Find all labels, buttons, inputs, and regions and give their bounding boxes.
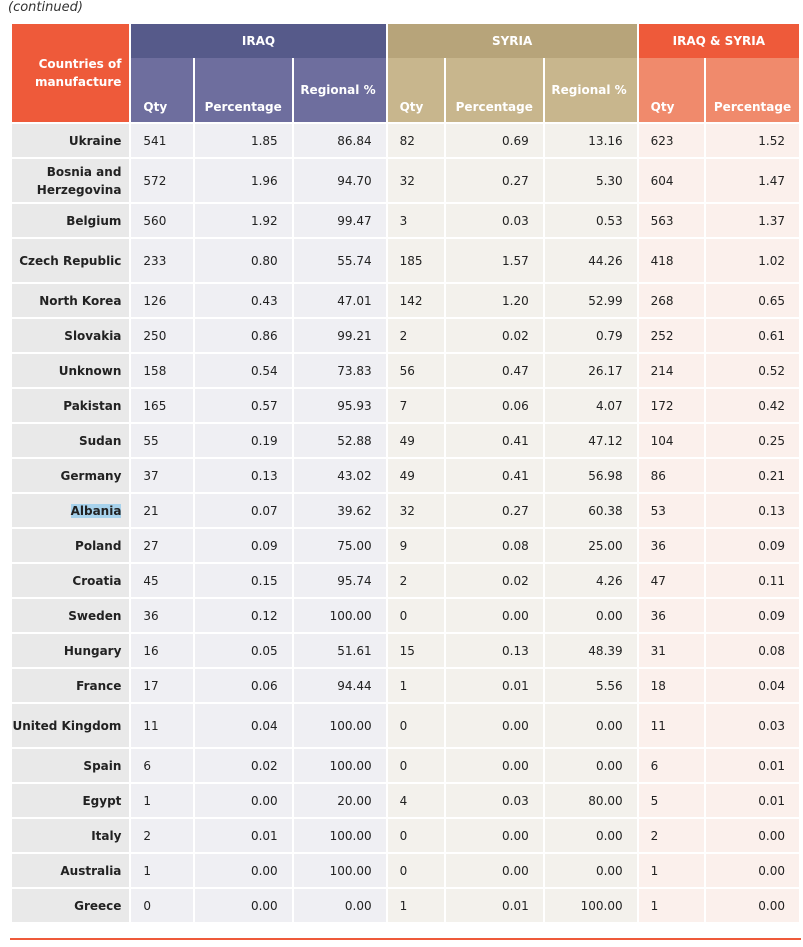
combined-qty-cell: 36 bbox=[639, 527, 704, 562]
syria-percentage-cell: 0.01 bbox=[446, 887, 543, 922]
combined-qty-cell: 214 bbox=[639, 352, 704, 387]
country-cell bbox=[12, 237, 129, 282]
iraq-qty-cell: 1 bbox=[131, 782, 192, 817]
country-name[interactable]: Egypt bbox=[82, 793, 122, 808]
combined-percentage-cell: 1.47 bbox=[706, 157, 799, 202]
syria-regional-cell: 25.00 bbox=[545, 527, 637, 562]
combined-qty-header: Qty bbox=[639, 58, 704, 122]
iraq-regional-cell: 94.70 bbox=[294, 157, 386, 202]
combined-qty-cell: 5 bbox=[639, 782, 704, 817]
syria-percentage-cell: 0.47 bbox=[446, 352, 543, 387]
iraq-percentage-cell: 0.12 bbox=[195, 597, 292, 632]
country-cell bbox=[12, 282, 129, 317]
country-cell bbox=[12, 457, 129, 492]
syria-percentage-cell: 0.41 bbox=[446, 457, 543, 492]
syria-qty-cell: 2 bbox=[388, 562, 444, 597]
combined-percentage-cell: 0.52 bbox=[706, 352, 799, 387]
table-row bbox=[12, 747, 799, 782]
iraq-qty-cell: 126 bbox=[131, 282, 192, 317]
iraq-qty-cell: 36 bbox=[131, 597, 192, 632]
iraq-percentage-cell: 0.06 bbox=[195, 667, 292, 702]
combined-percentage-cell: 0.09 bbox=[706, 527, 799, 562]
country-cell bbox=[12, 632, 129, 667]
syria-qty-cell: 1 bbox=[388, 667, 444, 702]
iraq-qty-cell: 2 bbox=[131, 817, 192, 852]
country-cell bbox=[12, 157, 129, 202]
country-name[interactable]: Bosnia and Herzegovina bbox=[36, 164, 122, 197]
table-row bbox=[12, 597, 799, 632]
country-cell bbox=[12, 387, 129, 422]
syria-qty-header: Qty bbox=[388, 58, 444, 122]
country-cell bbox=[12, 702, 129, 747]
combined-qty-cell: 172 bbox=[639, 387, 704, 422]
table-row bbox=[12, 422, 799, 457]
iraq-regional-cell: 39.62 bbox=[294, 492, 386, 527]
iraq-percentage-header: Percentage bbox=[195, 58, 292, 122]
table-row bbox=[12, 202, 799, 237]
iraq-regional-cell: 100.00 bbox=[294, 852, 386, 887]
country-name[interactable]: Ukraine bbox=[68, 133, 122, 148]
syria-qty-cell: 0 bbox=[388, 747, 444, 782]
table-row bbox=[12, 122, 799, 157]
iraq-qty-cell: 55 bbox=[131, 422, 192, 457]
iraq-regional-cell: 95.74 bbox=[294, 562, 386, 597]
iraq-regional-cell: 94.44 bbox=[294, 667, 386, 702]
syria-qty-cell: 32 bbox=[388, 492, 444, 527]
combined-percentage-cell: 0.11 bbox=[706, 562, 799, 597]
country-name[interactable]: Sweden bbox=[68, 608, 122, 623]
iraq-qty-cell: 165 bbox=[131, 387, 192, 422]
iraq-percentage-cell: 0.00 bbox=[195, 852, 292, 887]
combined-percentage-cell: 0.13 bbox=[706, 492, 799, 527]
country-name[interactable]: Sudan bbox=[79, 433, 122, 448]
combined-qty-cell: 252 bbox=[639, 317, 704, 352]
combined-percentage-cell: 0.21 bbox=[706, 457, 799, 492]
table-bottom-rule bbox=[10, 938, 801, 940]
iraq-qty-cell: 0 bbox=[131, 887, 192, 922]
country-name[interactable]: North Korea bbox=[39, 293, 122, 308]
iraq-qty-cell: 11 bbox=[131, 702, 192, 747]
combined-percentage-cell: 1.52 bbox=[706, 122, 799, 157]
combined-percentage-cell: 1.02 bbox=[706, 237, 799, 282]
syria-regional-cell: 0.00 bbox=[545, 597, 637, 632]
syria-percentage-cell: 0.00 bbox=[446, 702, 543, 747]
combined-percentage-cell: 0.61 bbox=[706, 317, 799, 352]
syria-qty-cell: 4 bbox=[388, 782, 444, 817]
syria-percentage-cell: 1.57 bbox=[446, 237, 543, 282]
table-row bbox=[12, 492, 799, 527]
syria-qty-cell: 49 bbox=[388, 457, 444, 492]
syria-qty-cell: 7 bbox=[388, 387, 444, 422]
country-name[interactable]: Spain bbox=[83, 758, 122, 773]
iraq-percentage-cell: 1.85 bbox=[195, 122, 292, 157]
iraq-regional-cell: 52.88 bbox=[294, 422, 386, 457]
combined-percentage-cell: 0.42 bbox=[706, 387, 799, 422]
syria-regional-cell: 44.26 bbox=[545, 237, 637, 282]
country-name[interactable]: Czech Republic bbox=[19, 253, 122, 268]
syria-regional-cell: 52.99 bbox=[545, 282, 637, 317]
table-row bbox=[12, 457, 799, 492]
iraq-qty-cell: 560 bbox=[131, 202, 192, 237]
iraq-percentage-cell: 0.19 bbox=[195, 422, 292, 457]
table-row bbox=[12, 282, 799, 317]
country-name[interactable]: Belgium bbox=[66, 213, 122, 228]
combined-qty-cell: 47 bbox=[639, 562, 704, 597]
syria-percentage-cell: 0.69 bbox=[446, 122, 543, 157]
table-row bbox=[12, 667, 799, 702]
table-row bbox=[12, 702, 799, 747]
iraq-qty-cell: 250 bbox=[131, 317, 192, 352]
combined-qty-cell: 11 bbox=[639, 702, 704, 747]
syria-percentage-cell: 0.00 bbox=[446, 852, 543, 887]
syria-regional-header: Regional % bbox=[545, 58, 637, 122]
combined-percentage-cell: 0.09 bbox=[706, 597, 799, 632]
iraq-qty-cell: 17 bbox=[131, 667, 192, 702]
combined-percentage-cell: 0.01 bbox=[706, 782, 799, 817]
iraq-percentage-cell: 0.07 bbox=[195, 492, 292, 527]
syria-regional-cell: 100.00 bbox=[545, 887, 637, 922]
syria-percentage-cell: 0.13 bbox=[446, 632, 543, 667]
combined-qty-cell: 2 bbox=[639, 817, 704, 852]
combined-qty-cell: 86 bbox=[639, 457, 704, 492]
country-cell bbox=[12, 782, 129, 817]
syria-percentage-cell: 0.27 bbox=[446, 157, 543, 202]
iraq-regional-cell: 100.00 bbox=[294, 702, 386, 747]
iraq-percentage-cell: 0.01 bbox=[195, 817, 292, 852]
table-row bbox=[12, 632, 799, 667]
syria-percentage-cell: 0.01 bbox=[446, 667, 543, 702]
country-cell bbox=[12, 492, 129, 527]
country-cell bbox=[12, 352, 129, 387]
iraq-percentage-cell: 0.04 bbox=[195, 702, 292, 747]
combined-percentage-cell: 0.04 bbox=[706, 667, 799, 702]
country-cell bbox=[12, 422, 129, 457]
combined-qty-cell: 1 bbox=[639, 887, 704, 922]
iraq-percentage-cell: 0.05 bbox=[195, 632, 292, 667]
syria-regional-cell: 60.38 bbox=[545, 492, 637, 527]
syria-qty-cell: 82 bbox=[388, 122, 444, 157]
syria-percentage-cell: 0.00 bbox=[446, 747, 543, 782]
syria-regional-cell: 80.00 bbox=[545, 782, 637, 817]
combined-qty-cell: 31 bbox=[639, 632, 704, 667]
iraq-percentage-cell: 0.13 bbox=[195, 457, 292, 492]
combined-percentage-cell: 0.00 bbox=[706, 852, 799, 887]
country-name[interactable]: Hungary bbox=[63, 643, 122, 658]
combined-percentage-cell: 1.37 bbox=[706, 202, 799, 237]
country-cell bbox=[12, 852, 129, 887]
syria-qty-cell: 9 bbox=[388, 527, 444, 562]
iraq-qty-cell: 21 bbox=[131, 492, 192, 527]
combined-percentage-cell: 0.08 bbox=[706, 632, 799, 667]
country-name[interactable]: United Kingdom bbox=[12, 718, 122, 733]
syria-qty-cell: 1 bbox=[388, 887, 444, 922]
syria-regional-cell: 13.16 bbox=[545, 122, 637, 157]
syria-qty-cell: 0 bbox=[388, 702, 444, 747]
syria-qty-cell: 15 bbox=[388, 632, 444, 667]
syria-regional-cell: 4.26 bbox=[545, 562, 637, 597]
syria-regional-cell: 56.98 bbox=[545, 457, 637, 492]
syria-percentage-cell: 0.27 bbox=[446, 492, 543, 527]
iraq-percentage-cell: 0.80 bbox=[195, 237, 292, 282]
iraq-group-header: IRAQ bbox=[131, 24, 385, 58]
syria-regional-cell: 47.12 bbox=[545, 422, 637, 457]
table-row bbox=[12, 157, 799, 202]
iraq-percentage-cell: 0.09 bbox=[195, 527, 292, 562]
syria-regional-cell: 0.00 bbox=[545, 817, 637, 852]
iraq-qty-cell: 6 bbox=[131, 747, 192, 782]
iraq-regional-cell: 55.74 bbox=[294, 237, 386, 282]
iraq-qty-cell: 27 bbox=[131, 527, 192, 562]
iraq-percentage-cell: 0.15 bbox=[195, 562, 292, 597]
country-name[interactable]: Italy bbox=[91, 828, 122, 843]
table-row bbox=[12, 352, 799, 387]
syria-regional-cell: 0.00 bbox=[545, 702, 637, 747]
country-name[interactable]: Pakistan bbox=[63, 398, 122, 413]
syria-regional-cell: 5.56 bbox=[545, 667, 637, 702]
syria-percentage-cell: 1.20 bbox=[446, 282, 543, 317]
iraq-qty-cell: 572 bbox=[131, 157, 192, 202]
table-row bbox=[12, 387, 799, 422]
iraq-regional-cell: 20.00 bbox=[294, 782, 386, 817]
combined-qty-cell: 623 bbox=[639, 122, 704, 157]
table-row bbox=[12, 852, 799, 887]
continued-note: (continued) bbox=[8, 0, 83, 15]
iraq-percentage-cell: 0.43 bbox=[195, 282, 292, 317]
combined-qty-cell: 6 bbox=[639, 747, 704, 782]
iraq-qty-cell: 158 bbox=[131, 352, 192, 387]
syria-regional-cell: 0.79 bbox=[545, 317, 637, 352]
country-name[interactable]: France bbox=[76, 678, 122, 693]
syria-qty-cell: 142 bbox=[388, 282, 444, 317]
combined-qty-cell: 563 bbox=[639, 202, 704, 237]
iraq-qty-cell: 37 bbox=[131, 457, 192, 492]
country-cell bbox=[12, 597, 129, 632]
syria-qty-cell: 185 bbox=[388, 237, 444, 282]
country-name[interactable]: Germany bbox=[60, 468, 122, 483]
syria-percentage-cell: 0.00 bbox=[446, 597, 543, 632]
table-row bbox=[12, 527, 799, 562]
syria-percentage-cell: 0.06 bbox=[446, 387, 543, 422]
iraq-qty-cell: 541 bbox=[131, 122, 192, 157]
syria-regional-cell: 26.17 bbox=[545, 352, 637, 387]
country-name[interactable]: Australia bbox=[60, 863, 122, 878]
combined-percentage-cell: 0.25 bbox=[706, 422, 799, 457]
table-row bbox=[12, 817, 799, 852]
syria-qty-cell: 32 bbox=[388, 157, 444, 202]
table-row bbox=[12, 237, 799, 282]
country-cell bbox=[12, 667, 129, 702]
combined-qty-cell: 104 bbox=[639, 422, 704, 457]
syria-percentage-cell: 0.00 bbox=[446, 817, 543, 852]
country-cell bbox=[12, 747, 129, 782]
iraq-qty-cell: 16 bbox=[131, 632, 192, 667]
country-name[interactable]: Albania bbox=[70, 503, 122, 518]
iraq-percentage-cell: 0.02 bbox=[195, 747, 292, 782]
iraq-percentage-cell: 0.57 bbox=[195, 387, 292, 422]
iraq-qty-cell: 1 bbox=[131, 852, 192, 887]
table-row bbox=[12, 782, 799, 817]
syria-qty-cell: 56 bbox=[388, 352, 444, 387]
country-cell bbox=[12, 317, 129, 352]
syria-regional-cell: 0.53 bbox=[545, 202, 637, 237]
syria-qty-cell: 0 bbox=[388, 852, 444, 887]
syria-percentage-cell: 0.03 bbox=[446, 782, 543, 817]
syria-percentage-header: Percentage bbox=[446, 58, 543, 122]
syria-qty-cell: 49 bbox=[388, 422, 444, 457]
table-row bbox=[12, 317, 799, 352]
country-name[interactable]: Greece bbox=[74, 898, 122, 913]
syria-percentage-cell: 0.03 bbox=[446, 202, 543, 237]
iraq-regional-header: Regional % bbox=[294, 58, 386, 122]
syria-qty-cell: 3 bbox=[388, 202, 444, 237]
syria-group-header: SYRIA bbox=[388, 24, 637, 58]
iraq-regional-cell: 100.00 bbox=[294, 817, 386, 852]
syria-percentage-cell: 0.02 bbox=[446, 317, 543, 352]
syria-regional-cell: 48.39 bbox=[545, 632, 637, 667]
iraq-regional-cell: 75.00 bbox=[294, 527, 386, 562]
country-cell bbox=[12, 562, 129, 597]
iraq-regional-cell: 0.00 bbox=[294, 887, 386, 922]
combined-qty-cell: 18 bbox=[639, 667, 704, 702]
iraq-regional-cell: 86.84 bbox=[294, 122, 386, 157]
iraq-percentage-cell: 0.86 bbox=[195, 317, 292, 352]
iraq-regional-cell: 100.00 bbox=[294, 747, 386, 782]
syria-percentage-cell: 0.02 bbox=[446, 562, 543, 597]
iraq-regional-cell: 95.93 bbox=[294, 387, 386, 422]
syria-qty-cell: 0 bbox=[388, 597, 444, 632]
syria-qty-cell: 2 bbox=[388, 317, 444, 352]
iraq-regional-cell: 99.21 bbox=[294, 317, 386, 352]
iraq-syria-group-header: IRAQ & SYRIA bbox=[639, 24, 799, 58]
iraq-regional-cell: 43.02 bbox=[294, 457, 386, 492]
country-cell bbox=[12, 202, 129, 237]
iraq-percentage-cell: 1.96 bbox=[195, 157, 292, 202]
country-cell bbox=[12, 122, 129, 157]
combined-percentage-cell: 0.65 bbox=[706, 282, 799, 317]
combined-qty-cell: 268 bbox=[639, 282, 704, 317]
combined-qty-cell: 53 bbox=[639, 492, 704, 527]
iraq-qty-header: Qty bbox=[131, 58, 192, 122]
combined-qty-cell: 418 bbox=[639, 237, 704, 282]
iraq-regional-cell: 100.00 bbox=[294, 597, 386, 632]
table-row bbox=[12, 887, 799, 922]
combined-qty-cell: 1 bbox=[639, 852, 704, 887]
country-cell bbox=[12, 887, 129, 922]
country-name[interactable]: Slovakia bbox=[64, 328, 122, 343]
combined-qty-cell: 604 bbox=[639, 157, 704, 202]
iraq-qty-cell: 233 bbox=[131, 237, 192, 282]
combined-percentage-header: Percentage bbox=[706, 58, 799, 122]
country-cell bbox=[12, 817, 129, 852]
iraq-percentage-cell: 0.54 bbox=[195, 352, 292, 387]
iraq-qty-cell: 45 bbox=[131, 562, 192, 597]
syria-regional-cell: 5.30 bbox=[545, 157, 637, 202]
syria-regional-cell: 0.00 bbox=[545, 852, 637, 887]
country-column-header: Countries of manufacture bbox=[12, 24, 129, 122]
combined-percentage-cell: 0.01 bbox=[706, 747, 799, 782]
syria-qty-cell: 0 bbox=[388, 817, 444, 852]
table-row bbox=[12, 562, 799, 597]
iraq-regional-cell: 51.61 bbox=[294, 632, 386, 667]
syria-regional-cell: 0.00 bbox=[545, 747, 637, 782]
iraq-percentage-cell: 1.92 bbox=[195, 202, 292, 237]
combined-percentage-cell: 0.00 bbox=[706, 817, 799, 852]
combined-percentage-cell: 0.00 bbox=[706, 887, 799, 922]
country-name[interactable]: Croatia bbox=[72, 573, 122, 588]
syria-percentage-cell: 0.08 bbox=[446, 527, 543, 562]
iraq-percentage-cell: 0.00 bbox=[195, 887, 292, 922]
country-name[interactable]: Poland bbox=[75, 538, 122, 553]
combined-percentage-cell: 0.03 bbox=[706, 702, 799, 747]
syria-regional-cell: 4.07 bbox=[545, 387, 637, 422]
iraq-regional-cell: 73.83 bbox=[294, 352, 386, 387]
combined-qty-cell: 36 bbox=[639, 597, 704, 632]
weapons-table bbox=[10, 24, 801, 922]
country-cell bbox=[12, 527, 129, 562]
iraq-regional-cell: 99.47 bbox=[294, 202, 386, 237]
syria-percentage-cell: 0.41 bbox=[446, 422, 543, 457]
country-name[interactable]: Unknown bbox=[58, 363, 122, 378]
iraq-percentage-cell: 0.00 bbox=[195, 782, 292, 817]
iraq-regional-cell: 47.01 bbox=[294, 282, 386, 317]
